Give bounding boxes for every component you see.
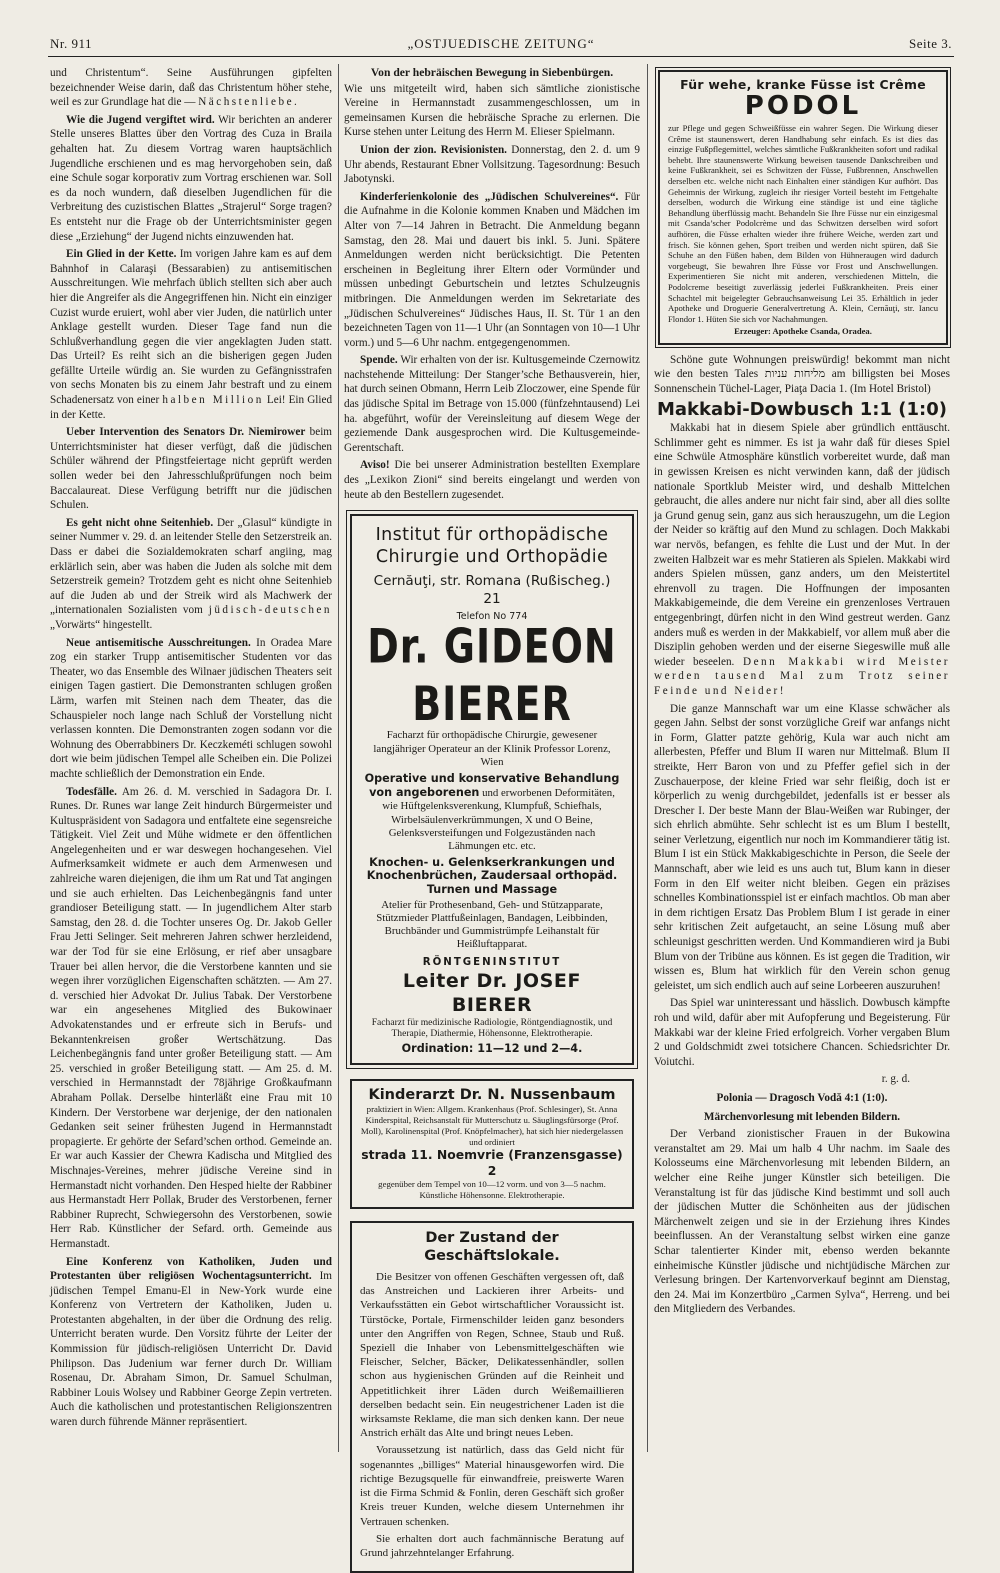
article-wie-die-jugend: Wie die Jugend vergiftet wird. Wir berichten an anderer Stelle unseres Blattes über den Vortrag des Cuza in Braila gehalten hat. Zu diesem Vortrag waren hauptsächlich Jugendliche erschienen und es mag hervorgehoben sein, daß eine Schule sogar korporativ zum Vortrag erschienen war. Soll es da noch wundern, daß dieselben Jugendlichen für die Verbreitung des cuzistischen Blattes „Strajerul“ Sorge tragen? Es entsteht nur die Frage ob der Unterrichtsminister gegen diese „Erziehung“ der Jugend nichts einzuwenden hat. <box>50 113 332 243</box>
ad-body: Die Besitzer von offenen Geschäften vergessen oft, daß das Anstreichen und Lackieren ihrer Arbeits- und Verkaufsstätten ein Gebot wirtschaftlicher Voraussicht ist. Türstöcke, Portale, Firmenschilder leiden ganz besonders unter den Angriffen von Regen, Schnee, Staub und Ruß. Speziell die Inhaber von Lebensmittelgeschäften wie Fleischer, Selcher, Bäcker, Delikatessenhändler, sollen schon aus hygienischen Gründen auf die Reinheit und Appetitlichkeit ihrer Läden durch Weißemaillieren derselben bedacht sein. Ein neugestrichener Laden ist die wirksamste Reklame, die man sich denken kann. Der neue Anstrich erhält das Alte und bringt neues Leben. <box>360 1271 624 1440</box>
article-todesfaelle: Todesfälle. Am 26. d. M. verschied in Sadagora Dr. I. Runes. Dr. Runes war lange Zeit hindurch Bürgermeister und Kultuspräsident von Sadagora und entfaltete eine segensreiche Tätigkeit. Viel Zeit und Mühe widmete er den öffentlichen Angelegenheiten und er war deswegen hochangesehen. Viel Aufmerksamkeit widmete er auch dem Armenwesen und zahlreiche waren diejenigen, die ihm um Rat und Tat angingen und sie auch erhielten. Das Leichenbegängnis fand unter grandioser Beteiligung statt. — In jugendlichem Alter starb Samstag, den 28. d. die Tochter unseres Og. Dr. Jakob Geller Frau Jetti Selinger. Seit mehreren Jahren schwer herzleidend, war der Tod für sie eine Erlösung, er rief aber unsagbare Trauer bei allen hervor, die die Verstorbene kannten und sie wegen ihrer vorzüglichen Eigenschaften schätzten. — Am 27. d. verschied hier Advokat Dr. Julius Tabak. Der Verstorbene war ein angesehenes Mitglied des Bukowinaer Advokatenstandes und er erfreute sich in Berufs- und Bekanntenkreisen großer Wertschätzung. Das Leichenbegängnis fand unter großer Beteiligung statt. — Am 25. verschied in großer Beteiligung statt. — Am 25. d. M. verschied in Hermannstadt der 78jährige Großkaufmann Abraham Pollak. Derselbe hinterläßt eine Frau mit 10 Kindern. Der Verstorbene war derjenige, der den nationalen Gedanken seit seiner frühesten Jugend in Hermannstadt propagierte. Er gehörte der Sefard’schen orthod. Gemeinde an. Er war auch Kassier der Chewra Kadischa und Mitglied des Mischnajes-Vereines, mehrer jüdische Vereine sind in Hermanstadt nicht vorhanden. Den Hesped hielte der Rabbiner aus Hermanstadt Herr Pollak, Bruder des Verstorbenen, ferner Rabbiner Ruprecht, Schwiegersohn des Verstorbenen, sowie Herr Rab. Künstlicher der Sefard. orth. Gemeinde aus Hermanstadt. <box>50 785 332 1250</box>
ad-street: strada 11. Noemvrie (Franzensgasse) 2 <box>361 1147 623 1179</box>
ad-geschaeftslokale <box>350 1221 634 1573</box>
ad-body: zur Pflege und gegen Schweißfüsse ein wahrer Segen. Die Wirkung dieser Crême ist staunenswert, deren Handhabung sehr einfach. Es ist dies das einzige Fußpflegemittel, welches sämtliche Fußkrankheiten sofort und radikal behebt. Ihre staunenswerte Wirkung beweisen tausende Dankschreiben und keine Fußkrankheit, sei es Schwitzen der Füsse, Fußbrennen, Anschwellen derselben etc. welche nicht nach Einhalten einer ständigen Kur aufhört. Das Geheimnis der Wirkung, zugleich ihr riesiger Vorteil besteht im Fettgehalte derselben, wodurch die Wirkung eine ständige ist und eine tägliche Behandlung überflüssig macht. Behandeln Sie Ihre Füsse nur ein einzigesmal mit Csanda’scher Podolcrème und das Schwitzen derselben wird sofort aufhören, die Füsse erhalten wieder ihre frühere Weiche, werden zart und frisch. Sie können gehen, Sport treiben und werden nicht spüren, daß Sie Schuhe an den Füßen haben, dem Bilden von Hühneraugen wird dadurch vorgebeugt, Sie bewahren Ihre Füsse vor Frost und Anschwellungen. Experimentieren Sie nicht mit anderen, verschiedenen Mitteln, die Podolcreme beseitigt zuverlässig jederlei Fußkrankheiten. Preis einer Schachtel mit beigelegter Gebrauchsanweisung Lei 35. Erhältlich in jeder Apotheke und Droguerie Generalvertretung A. Klein, Cernăuţi, str. Iancu Flondor 1. Hüten Sie sich vor Nachahmungen. <box>668 123 938 324</box>
article-seitenhieb: Es geht nicht ohne Seitenhieb. Der „Glasul“ kündigte in seiner Nummer v. 29. d. an leitender Stelle den Setzerstreik an. Dass er dabei die Sozialdemokraten scharf angiing, mag erklärlich sein, aber was haben die Juden als solche mit dem Setzerstreik gemein? Trotzdem geht es nicht ohne Seitenhieb auf die Juden ab und der Streik wird als Machwerk der „internationalen Sozialisten vom jüdisch-deutschen „Vorwärts“ hingestellt. <box>50 516 333 631</box>
ad-body: Voraussetzung ist natürlich, dass das Geld nicht für sogenanntes „billiges“ Material hinausgeworfen wird. Die richtige Bezugsquelle für einwandfreie, preiswerte Waren ist die Firma Schmid & Fonlin, deren Geschäft sich großer Kreis treuer Kunden, welche diesem Unternehmen ihr Vertrauen schenken. <box>360 1444 624 1528</box>
ad-tagline: Für wehe, kranke Füsse ist Crême <box>680 77 926 92</box>
article-heading: Märchenvorlesung mit lebenden Bildern. <box>703 1110 901 1123</box>
ad-atelier: Atelier für Prothesenband, Geh- und Stützapparate, Stützmieder Plattfußeinlagen, Bandagen, Leibbinden, Bruchbänder und Gummistrümpfe Leihanstalt für Heißluftapparat. <box>376 898 608 951</box>
ad-title: Kinderarzt Dr. N. Nussenbaum <box>368 1087 616 1104</box>
column-2 <box>344 66 641 1559</box>
issue-number: Nr. 911 <box>50 36 93 51</box>
ad-wohnungen: Schöne gute Wohnungen preiswürdig! bekommt man nicht wie den besten Tales מליחות עניות am billigsten bei Moses Sonnenschein Tüchel-Lager, Piaţa Dacia 1. (Im Hotel Bristol) <box>654 353 950 396</box>
ad-treatments: Operative und konservative Behandlung von angeborenen und erworbenen Deformitäten, wie Hüftgelenksverenkung, Klumpfuß, Schiefhals, Wirbelsäulenverkrümmungen, X und O Beine, Gelenksversteifungen und Folgezuständen nach Lähmungen etc. etc. <box>364 772 620 853</box>
column-3 <box>654 66 950 1456</box>
column-divider <box>338 64 339 1452</box>
ad-brand: PODOL <box>744 91 862 121</box>
ad-leiter-bio: Facharzt für medizinische Radiologie, Röntgendiagnostik, und Therapie, Diathermie, Höhensonne, Elektrotherapie. <box>371 1016 613 1040</box>
ad-kinderarzt <box>350 1079 634 1209</box>
article-makkabi: Das Spiel war uninteressant und hässlich. Dowbusch kämpfte roh und wild, dafür aber mit Aufopferung und Begeisterung. Für Makkabi war der kleine Fried erfolgreich. Vorher vergaben Blum 2 und Goldschmidt zwei totsichere Chancen. Schiedsrichter Dr. Voiutchi. <box>654 997 950 1068</box>
article-makkabi: Die ganze Mannschaft war um eine Klasse schwächer als gegen Jahn. Selbst der sonst vorzügliche Greif war anfangs nicht in Form, Glatter patzte gehörig, Kula war auch nicht am allerbesten, Pfeffer und Blum II waren nur Mittelmaß. Blum II streikte, Herr Baron von und zu Pfeffer gefiel sich in der Zuschauerpose, der kleine Fried war sehr fleißig, doch ist er körperlich zu wenig durchgebildet, jedenfalls ist er besser als Drescher I. Der beste Mann der Blau-Weißen war Rubinger, der sich ehrlich abmühte. Sehr schlecht ist es um Blum I bestellt, seiner Verletzung, eigentlich nur noch im Kommandierer tätig ist. Blum I ist ein Stück Makkabigeschichte in Person, die Seele der Mannschaft, aber wie leid es uns auch tut, Blum kann in dieser Form in den Elf weiter nicht bleiben. Gegen ein präzises schnelles Kombinationsspiel ist er einfach machtlos. Ob man aber in dem richtigen Ersatz Das Problem Blum I ist gerade in einer sehr kritischen Zeit aufgetaucht, an seine Lösung muß aber schleunigst geschritten werden. Und Kommandieren wird ja Bubi Blum von der Tribüne aus können. Es ist gegen die Tradition, wir wissen es, Blum hat wirklich für den Verein schon genug geleistet, um sich endlich auch auf seine Lorbeeren auszuruhen! <box>654 702 950 992</box>
ad-rontgen: RÖNTGENINSTITUT <box>422 956 562 968</box>
article-ausschreitungen: Neue antisemitische Ausschreitungen. In Oradea Mare zog ein starker Trupp antisemitischer Studenten vor das Theater, wo das Ensemble des Wilnaer jüdischen Theaters seit einigen Tagen gastiert. Die Demonstranten schlugen großen Lärm, warfen mit Steinen nach dem Theater, das die Schauspieler noch lange nach Schluß der Vorstellung nicht verlassen konnten. Die Demonstranten zogen sodann vor die Wohnung des Oberrabbiners Dr. Keczkeméti schlugen sowohl dort wie beim jüdischen Tempel alle Scheiben ein. Die Polizei machte schließlich der Demonstration ein Ende. <box>50 636 332 780</box>
ad-hours: Ordination: 11—12 und 2—4. <box>401 1042 583 1056</box>
ad-title: Der Zustand der Geschäftslokale. <box>424 1230 560 1265</box>
article-maerchen: Der Verband zionistischer Frauen in der Bukowina veranstaltet am 29. Mai um halb 4 Uhr nachm. im Saale des Kolosseums eine Märchenvorlesung mit lebenden Bildern, an welcher eine Reihe junger Künstler sich beteiligen. Die Veranstaltung ist für das jüdische Kind bestimmt und soll auch der jüdischen Mutter die Schönheiten aus der jüdischen Märchenwelt zeigen und sie in der Erziehung ihres Kindes beeinflussen. An der Veranstaltung selbst wirken eine ganze Schar talentierter Kinder mit, ebenso werden bekannte einheimische Künstler jüdische und nichtjüdische Märchen zur Verlesung bringen. Der Kartenvorverkauf beginnt am Dienstag, den 24. Mai im Konzertbüro „Carmen Sylva“, Herreng. und bei den Mitgliedern des Verbandes. <box>654 1128 950 1316</box>
article-hebrew: Wie uns mitgeteilt wird, haben sich sämtliche zionistische Vereine in Hermannstadt zusammengeschlossen, um in gemeinsamen Kursen die hebräische Sprache zu erlernen. Die Kurse stehen unter Leitung des Herrn M. Elieser Spielmann. <box>344 82 640 139</box>
article-kinderferien: Kinderferienkolonie des „Jüdischen Schulvereines“. Für die Aufnahme in die Kolonie kommen Knaben und Mädchen im Alter von 7—14 Jahren in Betracht. Die Anmeldung begann Samstag, den 28. Mai und dauert bis inkl. 5. Juni. Spätere Anmeldungen werden nicht berücksichtigt. Die Petenten erscheinen in Begleitung ihrer Eltern oder Vormünder und müssen unbedingt Geburtschein und letztes Schulzeugnis mitbringen. Die Anmeldungen werden im Sekretariate des „Jüdischen Schulvereines“ Jüdisches Haus, II. St. Tür 1 an den bezeichneten Tagen von 11—1 Uhr (an Sonntagen von 10—1 Uhr vorm.) und 5—6 Uhr nachm. entgegengenommen. <box>344 190 641 349</box>
article-aviso: Aviso! Die bei unserer Administration bestellten Exemplare des „Lexikon Zioni“ sind bereits eingelangt und werden von heute ab den Bestellern zugesendet. <box>344 459 641 501</box>
ad-title: Chirurgie und Orthopädie <box>375 547 609 568</box>
article-ein-glied: Ein Glied in der Kette. Im vorigen Jahre kam es auf dem Bahnhof in Calaraşi (Bessarabien) zu antisemitischen Ausschreitungen. Wie mehrfach üblich stellten sich aber auch hier die Angreifer als die Angegriffenen hin. Nicht ein einziger Cuzist wurde eruiert, wohl aber vier Juden, die natürlich unter Anklage gestellt wurden. Dieser Tage fand nun die Schlußverhandlung gegen die vier angeklagten Juden statt. Das Urteil? Es reiht sich an die bisherigen gegen Juden gefällte Urteile würdig an. Sie wurden zu Gefängnisstrafen von sechs Monaten bis zu einem Jahr bestraft und zu einem Schadenersatz von einer halben Million Lei! Ein Glied in der Kette. <box>50 248 333 421</box>
article-konferenz: Eine Konferenz von Katholiken, Juden und Protestanten über religiösen Wochentagsunterricht. Im jüdischen Tempel Emanu-El in New-York wurde eine Konferenz von Vertretern der Katholiken, Juden u. Protestanten abgehalten, in der über die Ordnung des relig. Unterricht beraten wurde. Den Vorsitz führte der Leiter der Kommission für jüdisch-religiösen Unterricht Dr. David Philipson. Das Judenium war ferner durch Dr. William Rosenau, Dr. Abraham Simon, Dr. Samuel Schulman, Rabbiner Louis Wolsey und Rabbiner George Zepin vertreten. Auch die katholischen und protestantischen Religionszentren waren durch führende Männer repräsentiert. <box>50 1255 332 1429</box>
ad-title: Institut für orthopädische <box>375 525 609 546</box>
column-1 <box>50 66 332 1456</box>
article-signature: r. g. d. <box>881 1073 910 1086</box>
article-spende: Spende. Wir erhalten von der isr. Kultusgemeinde Czernowitz nachstehende Mitteilung: Der Stanger’sche Bethausverein, hier, hat durch seinen Obmann, Herrn Leib Zloczower, eine Spende für das jüdische Spital im Betrage von 15.000 (fünfzehntausend) Lei ha. abgeführt, wofür der Vereinsleitung auf diesem Wege der geziemende Dank ausgesprochen wird. Die Kultusgemeinde-Gerentschaft. <box>344 354 640 454</box>
article-union: Union der zion. Revisionisten. Donnerstag, den 2. d. um 9 Uhr abends, Restaurant Ebner Vollsitzung. Tagesordnung: Besuch Jabotynski. <box>344 143 641 186</box>
ad-phone: Telefon No 774 <box>456 611 528 623</box>
ad-podol <box>658 70 948 345</box>
ad-maker: Erzeuger: Apotheke Csanda, Oradea. <box>734 326 872 337</box>
ad-doctor-name: Dr. GIDEON BIERER <box>367 619 617 732</box>
article-text: und Christentum“. Seine Ausführungen gipfelten bezeichnender Weise darin, daß das Christentum höher stehe, weil es zur Grundlage hat die — Nächstenliebe. <box>50 67 332 109</box>
header-rule <box>48 56 954 57</box>
article-makkabi: Makkabi hat in diesem Spiele aber gründlich enttäuscht. Schlimmer geht es nimmer. Es ist ja wahr daß für dieses Spiel eine Schwüle Atmosphäre künstlich vorbereitet wurde, daß man in gewissen Kreisen es nicht verwinden kann, daß der jüdisch nationale Sportklub Meister wird, und deshalb Mittelchen gebraucht, die alles andere nur nicht fair sind, aber all dies sollte ja Grund genug sein, ganz aus sich herauszugehn, um die Legion der Neider so kräftig auf den Mund zu schlagen. Doch Makkabi war nervös, befangen, es fehlte die Lust und der Mut. In der zweiten Halbzeit war es mehr Statieren als Spielen. Makkabi wird anders Spielen müssen, ganz anders, um den Meistertitel ehrenvoll zu tragen. Die Hoffnungen der imposanten Makkabigemeinde, die dem Vereine ein grenzenloses Vertrauen entgegenbringt, dürfen nicht in den Wind gestreut werden. Ganz anders muß es werden in der Makkabielf, vor allem muß aber die Disziplin gehoben werden und der eiserne Siegeswille muß alle wieder beseelen. Denn Makkabi wird Meister werden tausend Mal zum Trotz seiner Feinde und Neider! <box>654 422 951 697</box>
ad-leiter: Leiter Dr. JOSEF BIERER <box>402 969 582 1016</box>
page-header <box>50 28 952 50</box>
ad-orthopedic-institute <box>350 514 634 1065</box>
result-polonia: Polonia — Dragosch Vodă 4:1 (1:0). <box>716 1091 888 1104</box>
ad-body: praktiziert in Wien: Allgem. Krankenhaus (Prof. Schlesinger), St. Anna Kinderspital, Reichsanstalt für Mutterschutz u. Säuglingsfürsorge (Prof. Moll), Karolinenspital (Prof. Knöpfelmacher), hat sich hier niedergelassen und ordiniert <box>360 1104 624 1147</box>
ad-body: Sie erhalten dort auch fachmännische Beratung auf Grund jahrzehntelanger Erfahrung. <box>360 1532 624 1559</box>
article-intervention: Ueber Intervention des Senators Dr. Niemirower beim Unterrichtsminister hat dieser verfügt, daß die jüdischen Schüler während der Pfingstfeiertage nicht geprüft werden sollen weder bei den Jahresschlußprüfungen noch beim Baccalaureat. Diese Verfügung betrifft nur die jüdischen Schulen. <box>50 426 333 512</box>
ad-tail: gegenüber dem Tempel von 10—12 vorm. und von 3—5 nachm. Künstliche Höhensonne. Elektrotherapie. <box>378 1179 606 1201</box>
column-divider <box>647 64 648 1452</box>
article-heading: Von der hebräischen Bewegung in Siebenbürgen. <box>370 66 614 79</box>
page-number: Seite 3. <box>909 36 952 51</box>
article-heading: Makkabi-Dowbusch 1:1 (1:0) <box>657 398 947 420</box>
newspaper-title: „OSTJUEDISCHE ZEITUNG“ <box>407 36 595 51</box>
ad-knochen: Knochen- u. Gelenkserkrankungen und Knochenbrüchen, Zaudersaal orthopäd. Turnen und Massage <box>366 856 618 896</box>
ad-address: Cernăuţi, str. Romana (Rußischeg.) 21 <box>373 573 611 608</box>
ad-bio: Facharzt für orthopädische Chirurgie, gewesener langjähriger Operateur an der Klinik Professor Lorenz, Wien <box>373 729 611 768</box>
